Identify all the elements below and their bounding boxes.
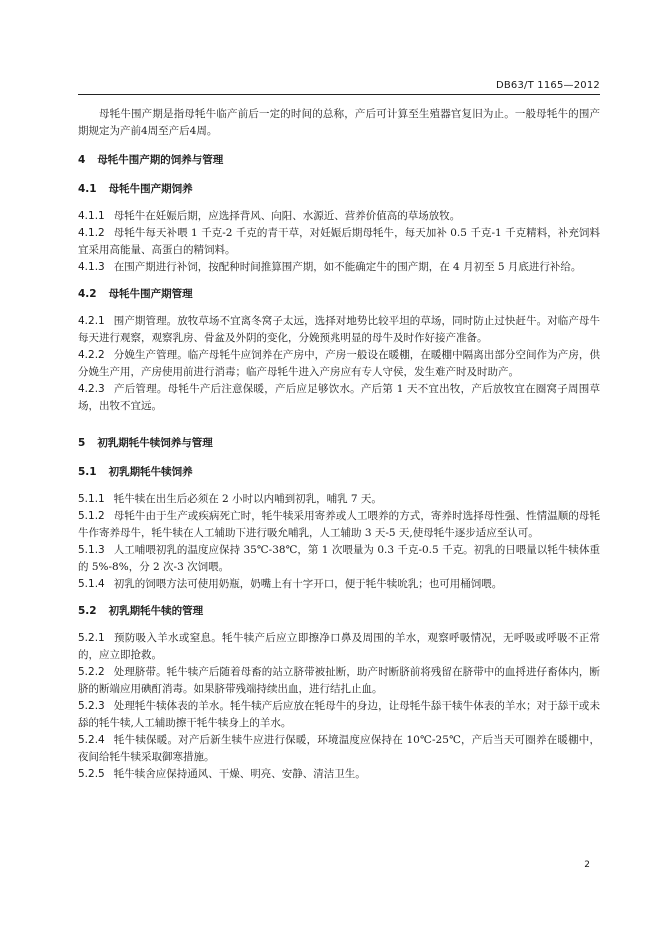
document-id: DB63/T 1165—2012 (495, 80, 600, 91)
document-body (78, 106, 600, 783)
section-5-1-heading (78, 464, 600, 481)
clause-number: 4.1.3 (78, 261, 105, 273)
clause-text: 围产期管理。放牧草场不宜离冬窝子太远，选择对地势比较平坦的草场，同时防止过快赶牛。对临产母牛每天进行观察，观察乳房、骨盆及外阴的变化，分娩预兆明显的母牛及时作好接产准备。 (78, 315, 600, 344)
clause-number: 5.2.2 (78, 666, 105, 678)
section-5-number: 5 (78, 437, 86, 449)
clause-number: 5.2.3 (78, 700, 105, 712)
clause-5-1-4 (78, 576, 600, 593)
clause-number: 5.2.5 (78, 768, 105, 780)
clause-text: 预防吸入羊水或窒息。牦牛犊产后应立即擦净口鼻及周围的羊水，观察呼吸情况，无呼吸或呼吸不正常的，应立即抢救。 (78, 632, 600, 661)
clause-text: 在围产期进行补饲，按配种时间推算围产期，如不能确定牛的围产期，在 4 月初至 5 月底进行补给。 (113, 261, 582, 273)
clause-number: 4.2.1 (78, 315, 105, 327)
clause-text: 人工哺喂初乳的温度应保持 35℃-38℃，第 1 次喂量为 0.3 千克-0.5 千克。初乳的日喂量以牦牛犊体重的 5%-8%，分 2 次-3 次饲喂。 (78, 544, 600, 573)
clause-number: 5.1.1 (78, 493, 105, 505)
clause-5-2-4 (78, 732, 600, 766)
clause-5-2-5 (78, 766, 600, 783)
clause-5-2-3 (78, 698, 600, 732)
section-4-2-number: 4.2 (78, 288, 97, 300)
clause-5-2-2 (78, 664, 600, 698)
page-number: 2 (584, 860, 590, 870)
section-5-1-number: 5.1 (78, 466, 97, 478)
header-rule (78, 94, 600, 95)
section-5-heading (78, 435, 600, 452)
clause-text: 初乳的饲喂方法可使用奶瓶，奶嘴上有十字开口，便于牦牛犊吮乳；也可用桶饲喂。 (113, 578, 503, 590)
section-4-1-heading (78, 181, 600, 198)
section-5-title: 初乳期牦牛犊饲养与管理 (97, 437, 213, 449)
clause-text: 分娩生产管理。临产母牦牛应饲养在产房中，产房一般设在暖棚，在暖棚中隔离出部分空间作为产房，供分娩生产用，产房使用前进行消毒；临产母牦牛进入产房应有专人守侯，发生难产时及时助产。 (78, 349, 600, 378)
clause-4-2-3 (78, 381, 600, 415)
section-4-2-heading (78, 286, 600, 303)
section-4-2-title: 母牦牛围产期管理 (108, 288, 193, 300)
clause-number: 5.1.4 (78, 578, 105, 590)
clause-number: 5.2.4 (78, 734, 105, 746)
section-5-1-title: 初乳期牦牛犊饲养 (108, 466, 193, 478)
section-4-heading (78, 152, 600, 169)
clause-number: 4.1.2 (78, 227, 105, 239)
section-4-title: 母牦牛围产期的饲养与管理 (97, 154, 224, 166)
section-5-2-number: 5.2 (78, 605, 97, 617)
clause-number: 5.1.3 (78, 544, 105, 556)
clause-4-1-1 (78, 208, 600, 225)
clause-text: 母牦牛每天补喂 1 千克-2 千克的青干草，对妊娠后期母牦牛，每天加补 0.5 千克-1 千克精料，补充饲料宜采用高能量、高蛋白的精饲料。 (78, 227, 600, 256)
clause-5-2-1 (78, 630, 600, 664)
clause-text: 母牦牛由于生产或疾病死亡时，牦牛犊采用寄养或人工喂养的方式，寄养时选择母性强、性情温顺的母牦牛作寄养母牛，牦牛犊在人工辅助下进行吸允哺乳，人工辅助 3 天-5 天,使母牦牛逐步适应至认可。 (78, 510, 600, 539)
clause-text: 母牦牛在妊娠后期，应选择背风、向阳、水源近、营养价值高的草场放牧。 (113, 210, 461, 222)
section-4-number: 4 (78, 154, 86, 166)
clause-4-2-2 (78, 347, 600, 381)
section-5-2-title: 初乳期牦牛犊的管理 (108, 605, 204, 617)
clause-number: 4.2.2 (78, 349, 105, 361)
clause-text: 牦牛犊舍应保持通风、干燥、明亮、安静、清洁卫生。 (113, 768, 366, 780)
intro-paragraph: 母牦牛围产期是指母牦牛临产前后一定的时间的总称，产后可计算至生殖器官复旧为止。一般母牦牛的围产期规定为产前4周至产后4周。 (78, 108, 600, 137)
clause-number: 4.2.3 (78, 383, 105, 395)
clause-4-2-1 (78, 313, 600, 347)
clause-5-1-1 (78, 491, 600, 508)
clause-4-1-3 (78, 259, 600, 276)
clause-5-1-2 (78, 508, 600, 542)
clause-text: 牦牛犊保暖。对产后新生犊牛应进行保暖，环境温度应保持在 10℃-25℃，产后当天可圈养在暖棚中，夜间给牦牛犊采取御寒措施。 (78, 734, 600, 763)
section-4-1-number: 4.1 (78, 183, 97, 195)
clause-text: 处理牦牛犊体表的羊水。牦牛犊产后应放在牦母牛的身边，让母牦牛舔干犊牛体表的羊水；对于舔干或未舔的牦牛犊,人工辅助擦干牦牛犊身上的羊水。 (78, 700, 600, 729)
section-spacer (78, 415, 600, 423)
clause-text: 处理脐带。牦牛犊产后随着母畜的站立脐带被扯断，助产时断脐前将残留在脐带中的血捋进仔畜体内，断脐的断端应用碘酊消毒。如果脐带残端持续出血，进行结扎止血。 (78, 666, 600, 695)
section-5-2-heading (78, 603, 600, 620)
clause-4-1-2 (78, 225, 600, 259)
clause-number: 4.1.1 (78, 210, 105, 222)
clause-text: 牦牛犊在出生后必须在 2 小时以内哺到初乳，哺乳 7 天。 (113, 493, 382, 505)
section-4-1-title: 母牦牛围产期饲养 (108, 183, 193, 195)
clause-text: 产后管理。母牦牛产后注意保暖，产后应足够饮水。产后第 1 天不宜出牧，产后放牧宜在圈窝子周围草场，出牧不宜远。 (78, 383, 600, 412)
clause-number: 5.2.1 (78, 632, 105, 644)
clause-number: 5.1.2 (78, 510, 105, 522)
clause-5-1-3 (78, 542, 600, 576)
